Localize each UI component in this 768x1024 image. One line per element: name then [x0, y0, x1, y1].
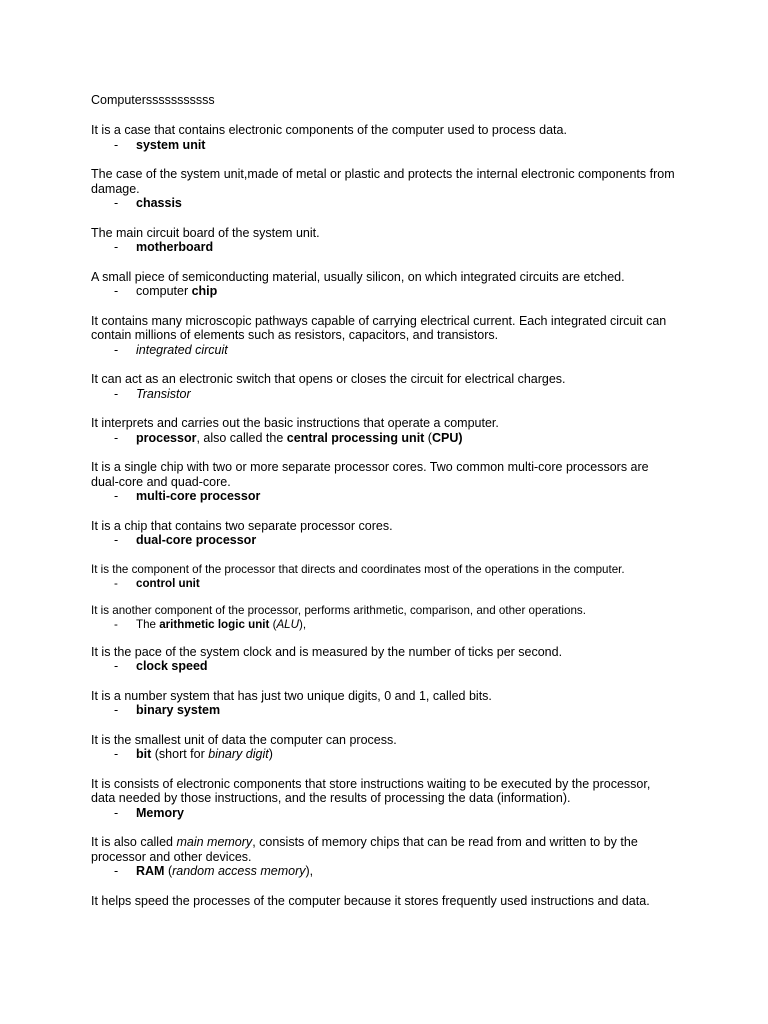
text-run: , also called the	[196, 430, 287, 445]
definition-text: It contains many microscopic pathways capable of carrying electrical current. Each integrated circuit can contain millions of elements such as resistors, capacitors, and transistors.	[91, 313, 667, 342]
term-answer	[91, 747, 678, 762]
definition-text	[91, 835, 678, 864]
term-answer	[91, 864, 678, 879]
definition-text: It is a single chip with two or more separate processor cores. Two common multi-core processors are dual-core and quad-core.	[91, 460, 649, 489]
definition-text: A small piece of semiconducting material, usually silicon, on which integrated circuits are etched.	[91, 269, 625, 284]
text-run: system unit	[136, 137, 206, 152]
bullet-dash: -	[114, 342, 119, 357]
definition-entry	[91, 226, 678, 255]
bullet-dash: -	[114, 386, 119, 401]
text-run: clock speed	[136, 659, 208, 673]
text-run: chip	[191, 284, 218, 298]
text-run: (	[164, 864, 173, 878]
definition-entry	[91, 689, 678, 718]
text-run: (short for	[151, 747, 209, 761]
definition-entry	[91, 270, 678, 299]
document-title: Computersssssssssss	[91, 93, 215, 107]
bullet-dash: -	[114, 864, 119, 878]
definition-text: It is another component of the processor, performs arithmetic, comparison, and other operations.	[91, 603, 586, 617]
definition-entry	[91, 123, 678, 152]
definition-entry	[91, 563, 678, 591]
text-run: main memory	[176, 835, 253, 849]
bullet-dash: -	[114, 659, 119, 673]
text-run: random access memory	[172, 864, 306, 878]
definition-text: It helps speed the processes of the computer because it stores frequently used instructions and data.	[91, 893, 650, 908]
text-run: (	[424, 430, 432, 445]
term-answer	[91, 284, 678, 299]
term-answer	[91, 196, 678, 211]
definition-entry	[91, 416, 678, 445]
term-answer	[91, 240, 678, 255]
definition-entry	[91, 519, 678, 548]
text-run: ALU	[276, 617, 300, 631]
bullet-dash: -	[114, 703, 119, 717]
term-answer	[91, 431, 678, 446]
definition-entry	[91, 733, 678, 762]
definition-entry	[91, 645, 678, 674]
definition-text: It is a case that contains electronic components of the computer used to process data.	[91, 123, 567, 137]
text-run: integrated circuit	[136, 342, 228, 357]
text-run: Transistor	[136, 386, 191, 401]
definition-text: It is the component of the processor that directs and coordinates most of the operations in the computer.	[91, 562, 625, 576]
bullet-dash: -	[114, 617, 118, 631]
text-run: dual-core processor	[136, 533, 257, 547]
text-run: arithmetic logic unit	[159, 617, 270, 631]
definition-text: It is a number system that has just two unique digits, 0 and 1, called bits.	[91, 688, 492, 703]
text-run: binary digit	[208, 747, 269, 761]
text-run: CPU)	[431, 430, 463, 445]
term-answer	[91, 577, 678, 591]
bullet-dash: -	[114, 196, 119, 210]
bullet-dash: -	[114, 430, 119, 445]
text-run: processor	[136, 430, 197, 445]
definition-text: The case of the system unit,made of metal or plastic and protects the internal electronic components from damage.	[91, 167, 675, 196]
text-run: The	[136, 617, 160, 631]
text-run: (	[269, 617, 277, 631]
text-run: binary system	[136, 703, 221, 717]
term-answer	[91, 659, 678, 674]
bullet-dash: -	[114, 805, 119, 820]
definition-text: It can act as an electronic switch that opens or closes the circuit for electrical charges.	[91, 372, 566, 386]
text-run: bit	[136, 747, 152, 761]
text-run: It is also called	[91, 835, 177, 849]
term-answer	[91, 489, 678, 504]
definition-entry	[91, 894, 678, 909]
term-answer	[91, 387, 678, 402]
term-answer	[91, 343, 678, 358]
definition-entry	[91, 835, 678, 879]
text-run: ),	[299, 617, 307, 631]
term-answer	[91, 703, 678, 718]
term-answer	[91, 138, 678, 153]
definition-entry	[91, 460, 678, 504]
definition-entry	[91, 167, 678, 211]
definition-text: It is the smallest unit of data the computer can process.	[91, 732, 397, 747]
text-run: motherboard	[136, 240, 214, 254]
text-run: control unit	[136, 576, 200, 590]
definition-entry	[91, 314, 678, 358]
term-answer	[91, 533, 678, 548]
definition-text: The main circuit board of the system unit.	[91, 225, 320, 240]
text-run: central processing unit	[286, 430, 425, 445]
term-answer	[91, 806, 678, 821]
definition-text: It is consists of electronic components that store instructions waiting to be executed by the processor, data needed by those instructions, and the results of processing the data (information).	[91, 776, 651, 805]
text-run: chassis	[136, 196, 182, 210]
text-run: multi-core processor	[136, 489, 261, 503]
definition-entry	[91, 777, 678, 821]
term-answer	[91, 618, 678, 632]
bullet-dash: -	[114, 576, 118, 590]
text-run: , consists of memory chips that can be read from and written to by the processor and other devices.	[91, 835, 638, 864]
text-run: computer	[136, 284, 192, 298]
bullet-dash: -	[114, 284, 119, 298]
bullet-dash: -	[114, 240, 119, 254]
definition-entry	[91, 372, 678, 401]
definition-entry	[91, 604, 678, 632]
bullet-dash: -	[114, 489, 119, 503]
text-run: Memory	[136, 805, 184, 820]
text-run: ),	[305, 864, 314, 878]
bullet-dash: -	[114, 137, 119, 152]
bullet-dash: -	[114, 747, 119, 761]
entry-list	[91, 123, 678, 908]
definition-text: It is the pace of the system clock and is measured by the number of ticks per second.	[91, 644, 563, 659]
definition-text: It interprets and carries out the basic instructions that operate a computer.	[91, 416, 499, 430]
bullet-dash: -	[114, 533, 119, 547]
text-run: RAM	[136, 864, 165, 878]
definition-text: It is a chip that contains two separate processor cores.	[91, 518, 393, 533]
text-run: )	[268, 747, 273, 761]
